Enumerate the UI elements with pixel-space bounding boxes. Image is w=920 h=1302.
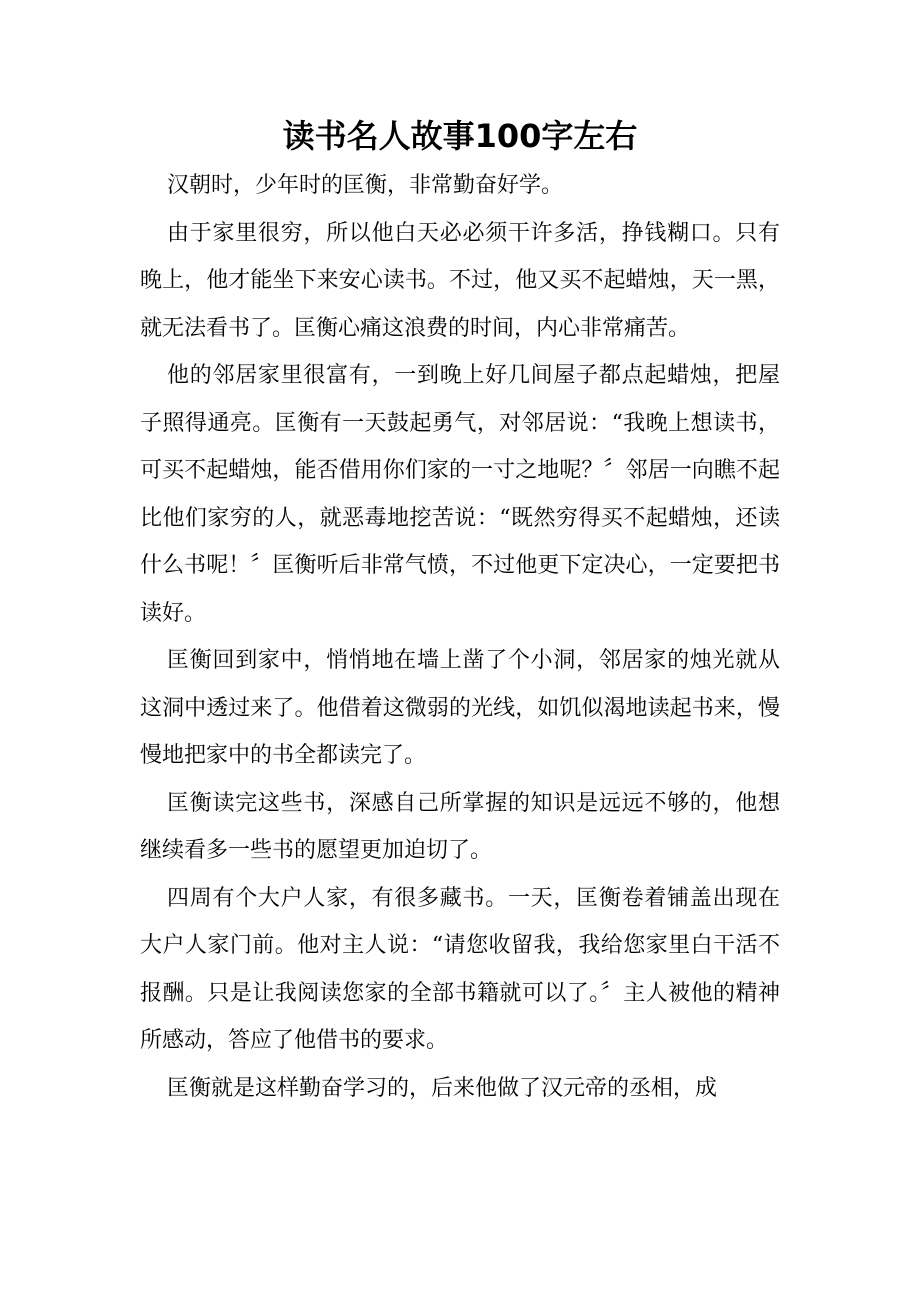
paragraph: 匡衡回到家中，悄悄地在墙上凿了个小洞，邻居家的烛光就从这洞中透过来了。他借着这微弱的光线，如饥似渴地读起书来，慢慢地把家中的书全都读完了。 <box>140 648 780 768</box>
paragraph: 由于家里很穷，所以他白天必必须干许多活，挣钱糊口。只有晚上，他才能坐下来安心读书。不过，他又买不起蜡烛，天一黑，就无法看书了。匡衡心痛这浪费的时间，内心非常痛苦。 <box>140 220 780 341</box>
paragraph: 四周有个大户人家，有很多藏书。一天，匡衡卷着铺盖出现在大户人家门前。他对主人说：“请您收留我，我给您家里白干活不报酬。只是让我阅读您家的全部书籍就可以了。〞主人被他的精神所感动，答应了他借书的要求。 <box>140 885 780 1053</box>
paragraph: 匡衡读完这些书，深感自己所掌握的知识是远远不够的，他想继续看多一些书的愿望更加迫切了。 <box>140 790 780 863</box>
paragraph: 匡衡就是这样勤奋学习的，后来他做了汉元帝的丞相，成 <box>167 1075 718 1101</box>
paragraph: 他的邻居家里很富有，一到晚上好几间屋子都点起蜡烛，把屋子照得通亮。匡衡有一天鼓起勇气，对邻居说：“我晚上想读书，可买不起蜡烛，能否借用你们家的一寸之地呢？〞邻居一向瞧不起比他们家穷的人，就恶毒地挖苦说：“既然穷得买不起蜡烛，还读什么书呢！〞匡衡听后非常气愤，不过他更下定决心，一定要把书读好。 <box>140 363 780 626</box>
document-body <box>140 162 780 1112</box>
document-title: 读书名人故事100字左右 <box>282 117 638 155</box>
paragraph: 汉朝时，少年时的匡衡，非常勤奋好学。 <box>167 173 564 198</box>
